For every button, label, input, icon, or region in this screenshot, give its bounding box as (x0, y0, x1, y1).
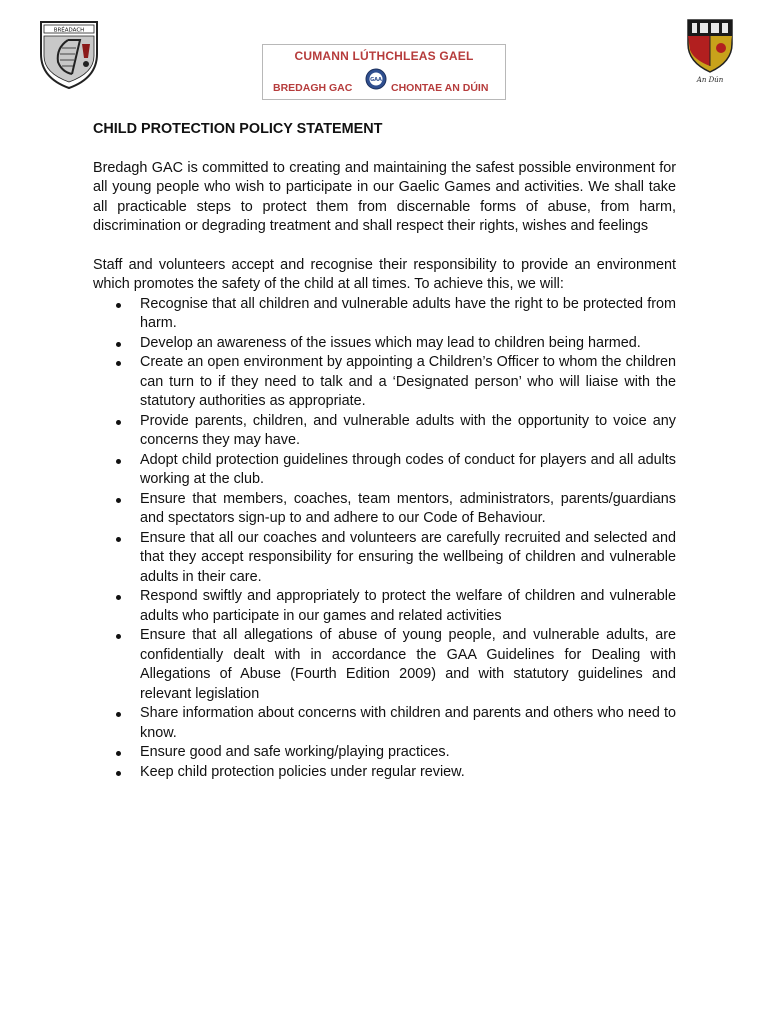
svg-text:BRÉADACH: BRÉADACH (53, 27, 85, 34)
list-item: Provide parents, children, and vulnerable adults with the opportunity to voice any concerns they may have. (140, 412, 676, 451)
document-title: CHILD PROTECTION POLICY STATEMENT (93, 121, 383, 137)
county-name: CHONTAE AN DÚIN (391, 82, 489, 94)
association-name: CUMANN LÚTHCHLEAS GAEL (294, 49, 474, 63)
svg-text:GAA: GAA (370, 77, 382, 84)
county-crest-caption: An Dún (696, 76, 724, 84)
club-crest-logo (38, 18, 100, 90)
list-item: Ensure that all our coaches and volunteers are carefully recruited and selected and that they accept responsibility for ensuring the wellbeing of children and vulnerable adults in their care. (140, 529, 676, 588)
commitments-list (93, 295, 676, 783)
list-item: Ensure that all allegations of abuse of young people, and vulnerable adults, are confidentially dealt with in accordance the GAA Guidelines for Dealing with Allegations of Abuse (Fourth Edition 2009) and with statutory guidelines and relevant legislation (140, 626, 676, 704)
list-item: Adopt child protection guidelines through codes of conduct for players and all adults working at the club. (140, 451, 676, 490)
list-item: Ensure that members, coaches, team mentors, administrators, parents/guardians and spectators sign-up to and adhere to our Code of Behaviour. (140, 490, 676, 529)
list-item: Share information about concerns with children and parents and others who need to know. (140, 704, 676, 743)
intro-paragraph: Bredagh GAC is committed to creating and maintaining the safest possible environment for all young people who wish to participate in our Gaelic Games and activities. We shall take all practicable steps to protect them from discernable forms of abuse, from harm, discrimination or degrading treatment and shall respect their rights, wishes and feelings (93, 159, 676, 234)
list-item: Respond swiftly and appropriately to protect the welfare of children and vulnerable adults who participate in our games and related activities (140, 587, 676, 626)
county-crest-logo (680, 16, 740, 92)
list-item: Ensure good and safe working/playing practices. (140, 743, 676, 763)
club-name: BREDAGH GAC (273, 82, 353, 94)
association-header (262, 44, 506, 100)
lead-paragraph: Staff and volunteers accept and recognise their responsibility to provide an environment which promotes the safety of the child at all times. To achieve this, we will: (93, 256, 676, 292)
gaa-emblem-icon (365, 68, 387, 90)
list-item: Recognise that all children and vulnerable adults have the right to be protected from harm. (140, 295, 676, 334)
list-item: Create an open environment by appointing a Children’s Officer to whom the children can turn to if they need to talk and a ‘Designated person’ who will liaise with the statutory authorities as appropriate. (140, 353, 676, 412)
list-item: Keep child protection policies under regular review. (140, 763, 676, 783)
list-item: Develop an awareness of the issues which may lead to children being harmed. (140, 334, 676, 354)
policy-document (93, 120, 676, 782)
